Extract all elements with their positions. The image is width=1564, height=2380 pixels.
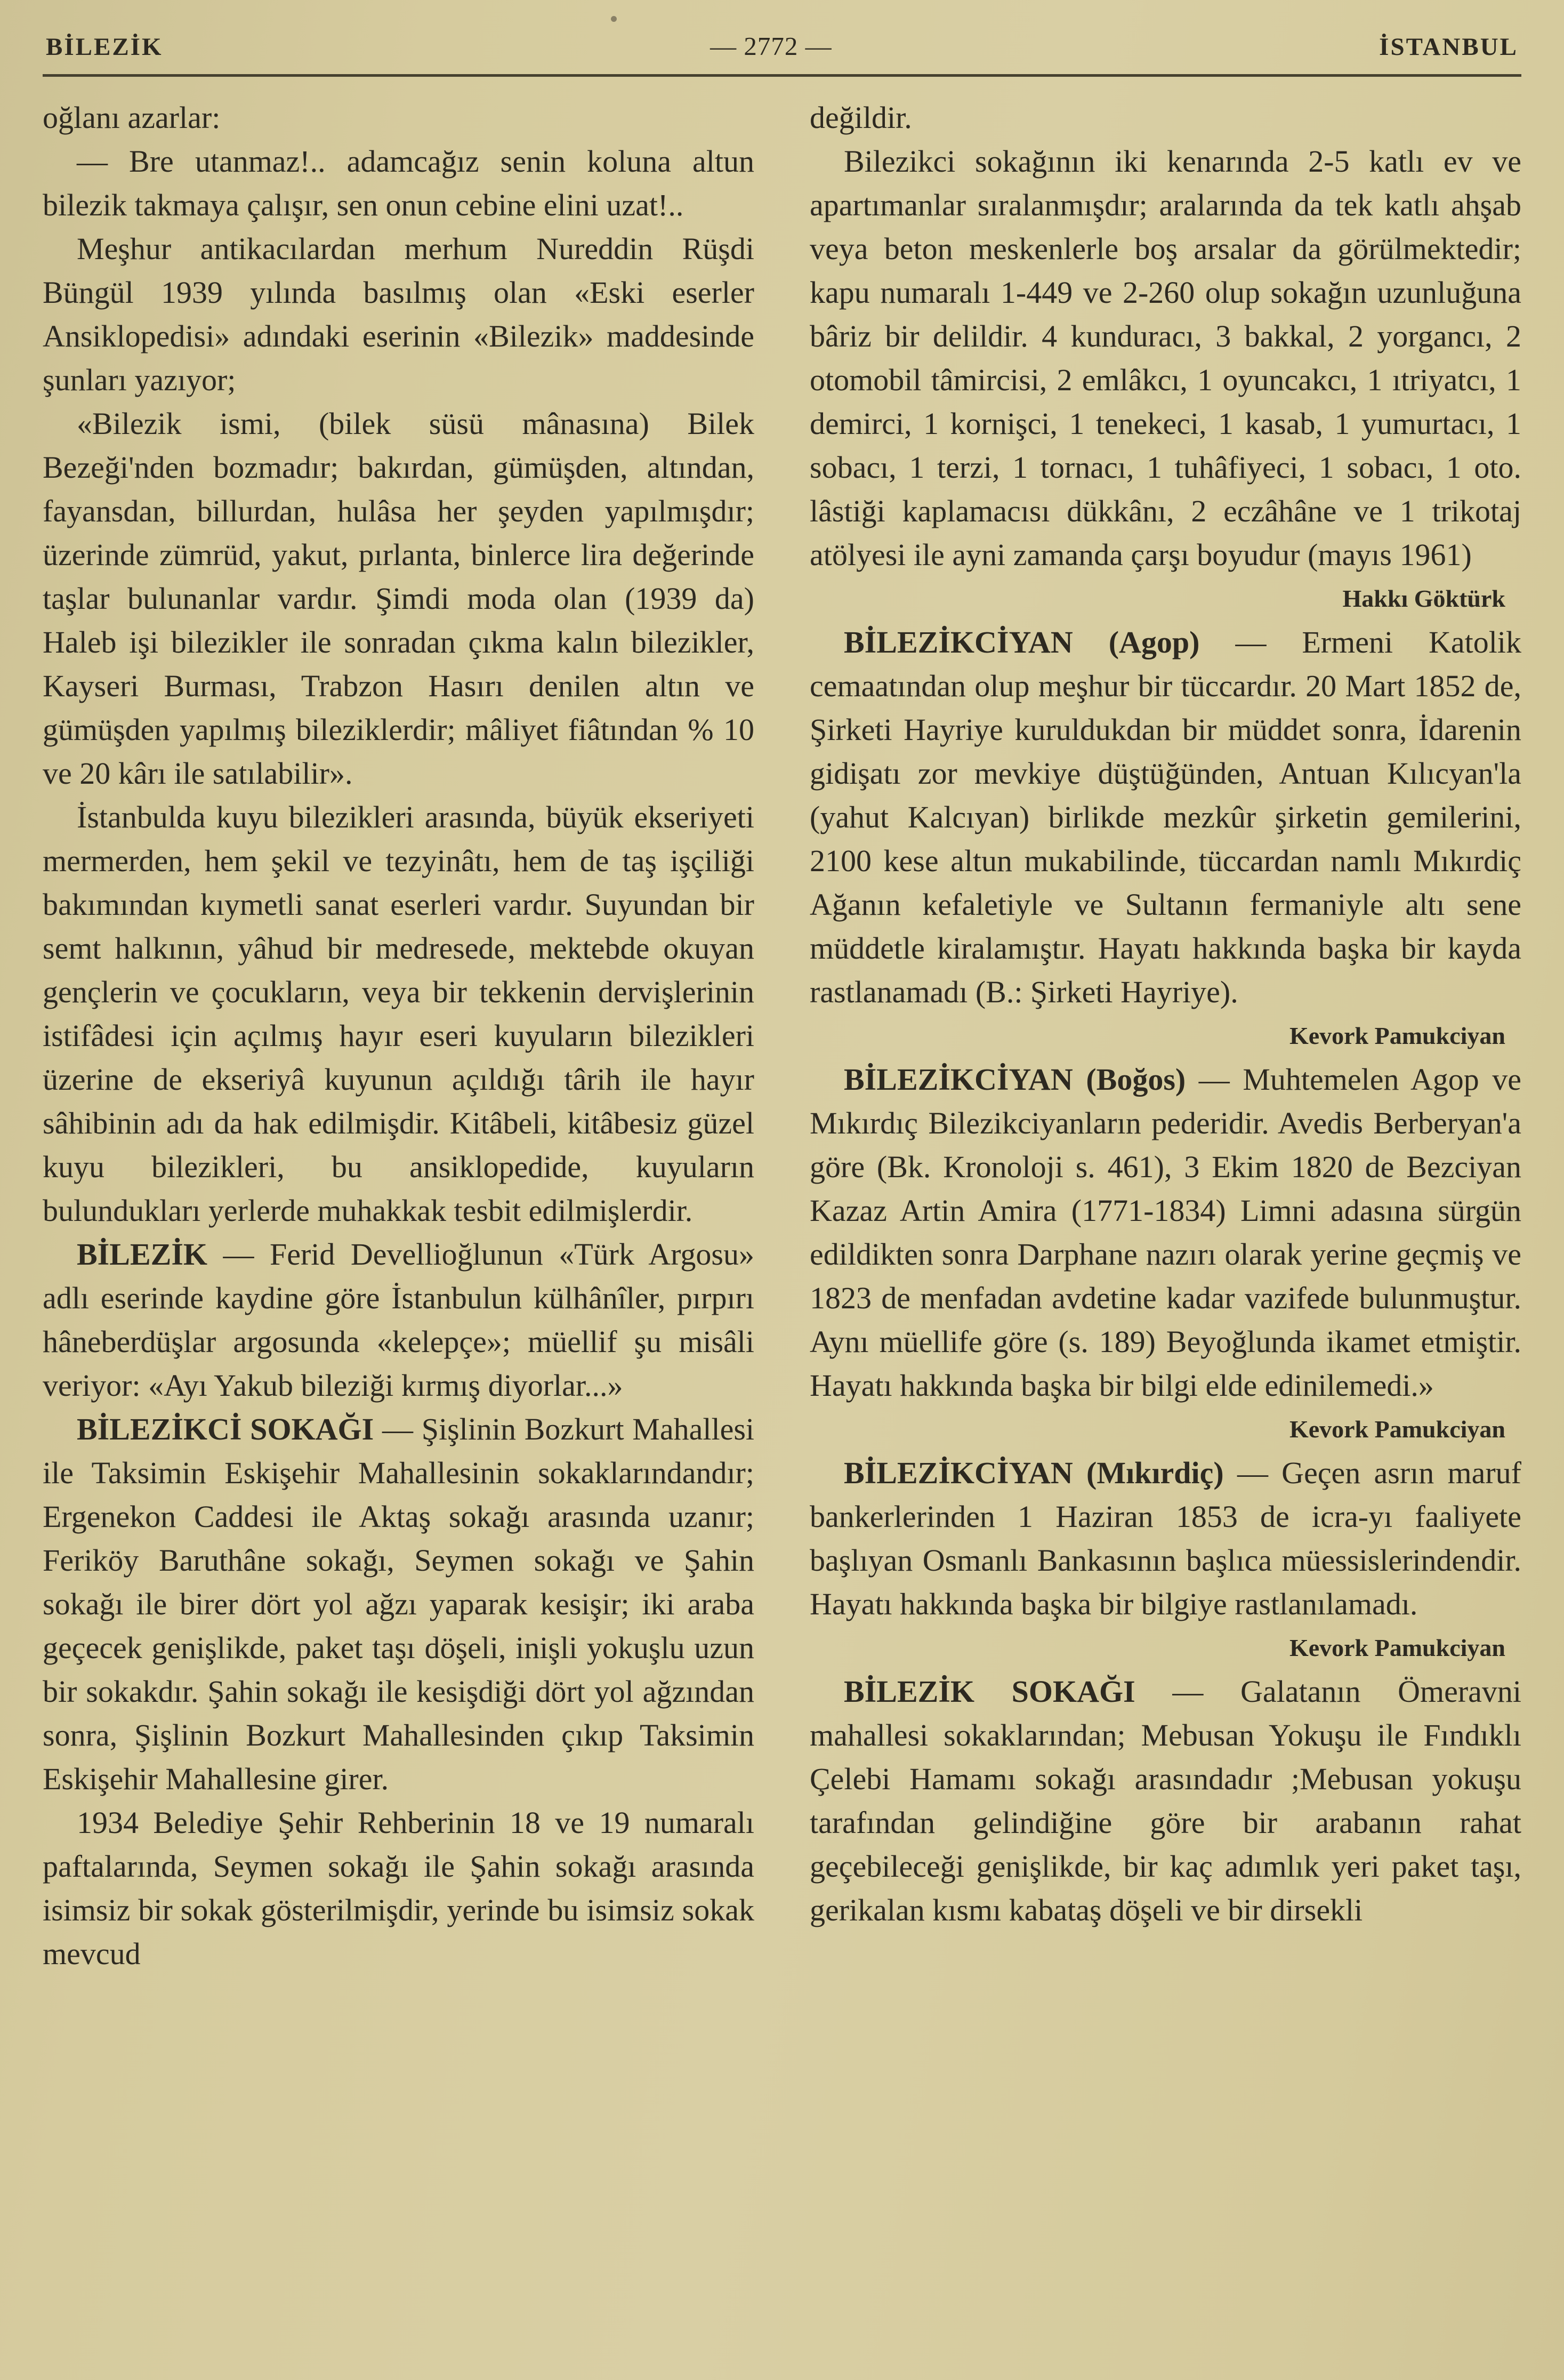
entry-paragraph: BİLEZİKCİ SOKAĞI — Şişlinin Bozkurt Mahallesi ile Taksimin Eskişehir Mahallesinin sokaklarındandır; Ergenekon Caddesi ile Aktaş sokağı arasında uzanır; Feriköy Baruthâne sokağı, Seymen sokağı ve Şahin sokağı ile birer dört yol ağzı yaparak kesişir; iki araba geçecek genişlikde, paket taşı döşeli, inişli yokuşlu uzun bir sokakdır. Şahin sokağı ile kesişdiği dört yol ağzından sonra, Şişlinin Bozkurt Mahallesinden çıkıp Taksimin Eskişehir Mahallesine girer. — [43, 1412, 755, 1796]
text-columns — [43, 96, 1521, 1976]
entry-heading: BİLEZİKCİYAN (Boğos) — [844, 1062, 1186, 1097]
entry-paragraph: BİLEZİKCİYAN (Boğos) — Muhtemelen Agop ve Mıkırdıç Bilezikciyanların pederidir. Avedis Berberyan'a göre (Bk. Kronoloji s. 461), 3 Ekim 1820 de Bezciyan Kazaz Artin Amira (1771-1834) Limni adasına sürgün edildikten sonra Darphane nazırı olarak yerine geçmiş ve 1823 de menfadan avdetine kadar vazifede bulunmuştur. Aynı müellife göre (s. 189) Beyoğlunda ikamet etmiştir. Hayatı hakkında başka bir bilgi elde edinilemedi.» — [810, 1062, 1521, 1403]
entry-paragraph: BİLEZİKCİYAN (Agop) — Ermeni Katolik cemaatından olup meşhur bir tüccardır. 20 Mart 1852 de, Şirketi Hayriye kuruldukdan bir müddet sonra, İdarenin gidişatı zor mevkiye düştüğünden, Antuan Kılıcyan'la (yahut Kalcıyan) birlikde mezkûr şirketin gemilerini, 2100 kese altun mukabilinde, tüccardan namlı Mıkırdiç Ağanın kefaletiyle ve Sultanın fermaniyle altı sene müddetle kiralamıştır. Hayatı hakkında başka bir kayda rastlanamadı (B.: Şirketi Hayriye). — [810, 625, 1521, 1009]
page-header — [43, 31, 1521, 61]
paragraph: — Bre utanmaz!.. adamcağız senin koluna altun bilezik takmaya çalışır, sen onun cebine elini uzat!.. — [43, 144, 754, 222]
entry-paragraph: BİLEZİK — Ferid Devellioğlunun «Türk Argosu» adlı eserinde kaydine göre İstanbulun külhânîler, pırpırı hâneberdüşlar argosunda «kelepçe»; müellif şu misâli veriyor: «Ayı Yakub bileziği kırmış diyorlar...» — [43, 1237, 754, 1403]
page-number: — 2772 — — [710, 31, 832, 61]
author-signature: Kevork Pamukciyan — [1289, 1634, 1505, 1661]
author-signature: Kevork Pamukciyan — [1289, 1022, 1505, 1049]
entry-heading: BİLEZİK — [77, 1237, 207, 1272]
entry-heading: BİLEZİKCİYAN (Agop) — [844, 625, 1200, 660]
right-column — [810, 96, 1521, 1976]
left-column — [43, 96, 754, 1976]
paragraph: 1934 Belediye Şehir Rehberinin 18 ve 19 numaralı paftalarında, Seymen sokağı ile Şahin sokağı arasında isimsiz bir sokak gösterilmişdir, yerinde bu isimsiz sokak mevcud — [43, 1805, 754, 1971]
header-rule — [43, 74, 1521, 77]
paragraph: değildir. — [810, 100, 912, 135]
paragraph: «Bilezik ismi, (bilek süsü mânasına) Bilek Bezeği'nden bozmadır; bakırdan, gümüşden, altından, fayansdan, billurdan, hulâsa her şeyden yapılmışdır; üzerinde zümrüd, yakut, pırlanta, binlerce lira değerinde taşlar bulunanlar vardır. Şimdi moda olan (1939 da) Haleb işi bilezikler ile sonradan çıkma kalın bilezikler, Kayseri Burması, Trabzon Hasırı denilen altın ve gümüşden yapılmış bileziklerdir; mâliyet fiâtından % 10 ve 20 kârı ile satılabilir». — [43, 406, 754, 791]
paragraph: Meşhur antikacılardan merhum Nureddin Rüşdi Büngül 1939 yılında basılmış olan «Eski eserler Ansiklopedisi» adındaki eserinin «Bilezik» maddesinde şunları yazıyor; — [43, 231, 754, 397]
paragraph: oğlanı azarlar: — [43, 100, 221, 135]
paragraph: İstanbulda kuyu bilezikleri arasında, büyük ekseriyeti mermerden, hem şekil ve tezyinâtı, hem de taş işçiliği bakımından kıymetli sanat eserleri vardır. Suyundan bir semt halkının, yâhud bir medresede, mektebde okuyan gençlerin ve çocukların, veya bir tekkenin dervişlerinin istifâdesi için açılmış hayır eseri kuyuların bilezikleri üzerine de ekseriyâ kuyunun açıldığı târih ile hayır sâhibinin adı da hak edilmişdir. Kitâbeli, kitâbesiz güzel kuyu bilezikleri, bu ansiklopedide, kuyuların bulundukları yerlerde muhakkak tesbit edilmişlerdir. — [43, 800, 754, 1228]
running-head-left: BİLEZİK — [46, 33, 163, 61]
author-signature: Hakkı Göktürk — [1342, 585, 1505, 612]
entry-heading: BİLEZİK SOKAĞI — [844, 1674, 1135, 1709]
print-artifact-dot — [611, 16, 617, 22]
author-signature: Kevork Pamukciyan — [1289, 1416, 1505, 1443]
entry-heading: BİLEZİKCİYAN (Mıkırdiç) — [844, 1456, 1224, 1490]
entry-heading: BİLEZİKCİ SOKAĞI — [77, 1412, 374, 1446]
entry-paragraph: BİLEZİKCİYAN (Mıkırdiç) — Geçen asrın maruf bankerlerinden 1 Haziran 1853 de icra-yı faaliyete başlıyan Osmanlı Bankasının başlıca müessislerindendir. Hayatı hakkında başka bir bilgiye rastlanılamadı. — [810, 1456, 1521, 1621]
running-head-right: İSTANBUL — [1379, 33, 1518, 61]
entry-paragraph: BİLEZİK SOKAĞI — Galatanın Ömeravni mahallesi sokaklarından; Mebusan Yokuşu ile Fındıklı Çelebi Hamamı sokağı arasındadır ;Mebusan yokuşu tarafından gelindiğine göre bir arabanın rahat geçebileceği genişlikde, bir kaç adımlık yeri paket taşı, gerikalan kısmı kabataş döşeli ve bir dirsekli — [810, 1674, 1521, 1927]
paragraph: Bilezikci sokağının iki kenarında 2-5 katlı ev ve apartımanlar sıralanmışdır; aralarında da tek katlı ahşab veya beton meskenlerle boş arsalar da görülmektedir; kapu numaralı 1-449 ve 2-260 olup sokağın uzunluğuna bâriz bir delildir. 4 kunduracı, 3 bakkal, 2 yorgancı, 2 otomobil tâmircisi, 2 emlâkcı, 1 oyuncakcı, 1 ıtriyatcı, 1 demirci, 1 kornişci, 1 tenekeci, 1 kasab, 1 yumurtacı, 1 sobacı, 1 terzi, 1 tornacı, 1 tuhâfiyeci, 1 sobacı, 1 oto. lâstiği kaplamacısı dükkânı, 2 eczâhâne ve 1 trikotaj atölyesi ile ayni zamanda çarşı boyudur (mayıs 1961) — [810, 144, 1521, 572]
